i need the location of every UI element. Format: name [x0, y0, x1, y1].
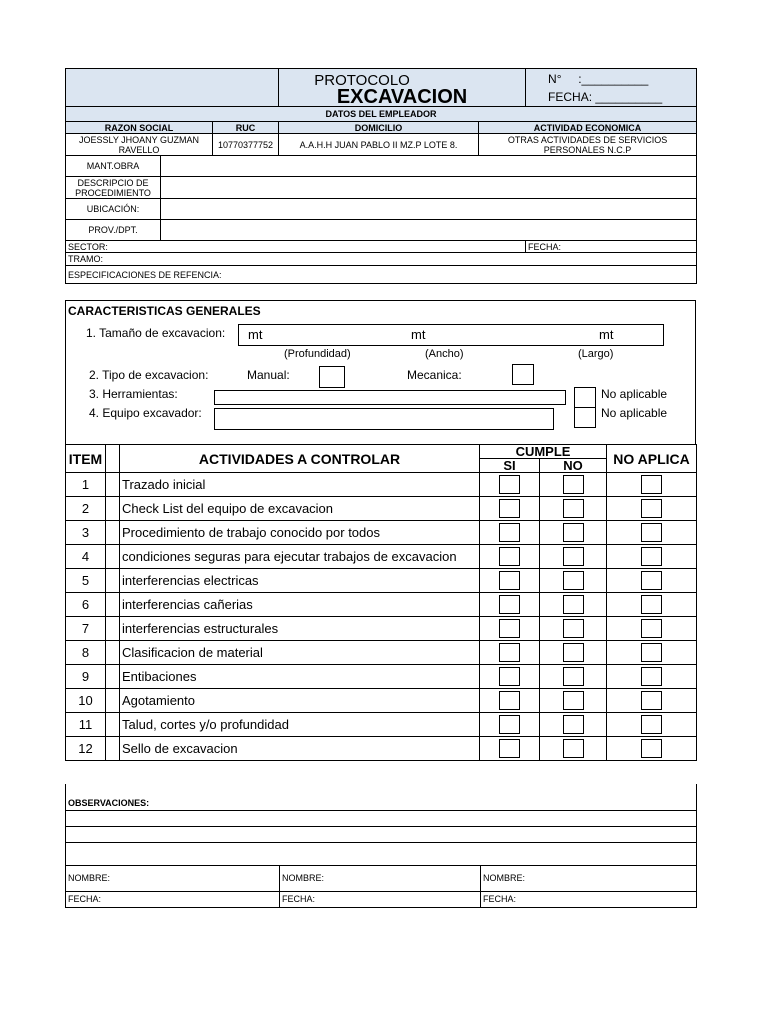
fecha-3[interactable]: FECHA: [481, 891, 697, 907]
activity-row [66, 497, 697, 521]
si-cell [480, 521, 540, 545]
fecha-1[interactable]: FECHA: [66, 891, 280, 907]
activity-number: 2 [66, 497, 106, 521]
col-razon: RAZON SOCIAL [66, 122, 213, 134]
ubicacion-label: UBICACIÓN: [66, 199, 161, 220]
activity-row [66, 689, 697, 713]
q3-label: 3. Herramientas: [89, 387, 178, 401]
activity-text: Talud, cortes y/o profundidad [120, 713, 480, 737]
no-checkbox[interactable] [563, 667, 584, 686]
si-checkbox[interactable] [499, 715, 520, 734]
no-checkbox[interactable] [563, 571, 584, 590]
no-cell [540, 665, 607, 689]
q4-label: 4. Equipo excavador: [89, 406, 202, 420]
activity-row [66, 521, 697, 545]
si-checkbox[interactable] [499, 595, 520, 614]
activity-text: condiciones seguras para ejecutar trabajos de excavacion [120, 545, 480, 569]
si-checkbox[interactable] [499, 643, 520, 662]
no-checkbox[interactable] [563, 619, 584, 638]
col-ruc: RUC [213, 122, 279, 134]
no-checkbox[interactable] [563, 739, 584, 758]
activity-number: 1 [66, 473, 106, 497]
section-datos: DATOS DEL EMPLEADOR [66, 107, 697, 122]
activity-spacer [106, 641, 120, 665]
unit-ancho: mt [411, 327, 426, 342]
activity-text: Sello de excavacion [120, 737, 480, 761]
activity-text: interferencias cañerias [120, 593, 480, 617]
no-checkbox[interactable] [563, 643, 584, 662]
activity-number: 5 [66, 569, 106, 593]
si-cell [480, 473, 540, 497]
header-table [65, 68, 697, 284]
na-cell [607, 497, 697, 521]
activity-row [66, 545, 697, 569]
activity-number: 7 [66, 617, 106, 641]
equipo-input[interactable] [214, 408, 554, 430]
col-si: SI [480, 459, 540, 473]
observaciones-title: OBSERVACIONES: [66, 784, 697, 810]
mecanica-checkbox[interactable] [512, 364, 534, 385]
fecha-2[interactable]: FECHA: [280, 891, 481, 907]
si-cell [480, 713, 540, 737]
no-checkbox[interactable] [563, 595, 584, 614]
activities-table [65, 444, 697, 761]
num-value[interactable]: :__________ [578, 71, 649, 86]
col-domicilio: DOMICILIO [279, 122, 479, 134]
activity-spacer [106, 497, 120, 521]
especificaciones-label[interactable]: ESPECIFICACIONES DE REFENCIA: [66, 266, 697, 284]
unit-largo: mt [599, 327, 614, 342]
herramientas-na-checkbox[interactable] [574, 387, 596, 408]
si-checkbox[interactable] [499, 523, 520, 542]
col-item: ITEM [66, 445, 106, 473]
si-checkbox[interactable] [499, 547, 520, 566]
si-cell [480, 737, 540, 761]
observaciones-line-2[interactable] [66, 826, 697, 842]
na-cell [607, 713, 697, 737]
nombre-1[interactable]: NOMBRE: [66, 865, 280, 891]
nombre-2[interactable]: NOMBRE: [280, 865, 481, 891]
activity-text: Trazado inicial [120, 473, 480, 497]
activity-text: Clasificacion de material [120, 641, 480, 665]
activity-text: interferencias estructurales [120, 617, 480, 641]
activity-spacer [106, 545, 120, 569]
herramientas-na-label: No aplicable [601, 387, 668, 401]
descripcion-label: DESCRIPCIO DE PROCEDIMIENTO [66, 177, 161, 199]
si-checkbox[interactable] [499, 667, 520, 686]
largo-label: (Largo) [578, 348, 614, 360]
domicilio-value: A.A.H.H JUAN PABLO II MZ.P LOTE 8. [279, 134, 479, 156]
no-checkbox[interactable] [563, 475, 584, 494]
caracteristicas-section [65, 300, 696, 444]
no-cell [540, 713, 607, 737]
na-cell [607, 569, 697, 593]
actividad-value: OTRAS ACTIVIDADES DE SERVICIOS PERSONALES N.C.P [479, 134, 697, 156]
na-checkbox[interactable] [641, 547, 662, 566]
sector-label[interactable]: SECTOR: [66, 241, 526, 253]
activity-row [66, 641, 697, 665]
activity-row [66, 473, 697, 497]
si-cell [480, 545, 540, 569]
na-checkbox[interactable] [641, 499, 662, 518]
no-checkbox[interactable] [563, 547, 584, 566]
manual-checkbox[interactable] [319, 366, 345, 388]
profundidad-label: (Profundidad) [284, 348, 351, 360]
nombre-3[interactable]: NOMBRE: [481, 865, 697, 891]
prov-label: PROV./DPT. [66, 220, 161, 241]
no-checkbox[interactable] [563, 691, 584, 710]
na-checkbox[interactable] [641, 691, 662, 710]
col-blank [106, 445, 120, 473]
activity-text: Check List del equipo de excavacion [120, 497, 480, 521]
no-checkbox[interactable] [563, 523, 584, 542]
no-cell [540, 521, 607, 545]
activity-number: 9 [66, 665, 106, 689]
na-cell [607, 665, 697, 689]
activity-spacer [106, 569, 120, 593]
si-checkbox[interactable] [499, 499, 520, 518]
na-cell [607, 473, 697, 497]
activity-number: 8 [66, 641, 106, 665]
ancho-label: (Ancho) [425, 348, 464, 360]
na-cell [607, 689, 697, 713]
si-cell [480, 641, 540, 665]
na-checkbox[interactable] [641, 643, 662, 662]
activity-row [66, 665, 697, 689]
activity-number: 11 [66, 713, 106, 737]
no-cell [540, 689, 607, 713]
ruc-value: 10770377752 [213, 134, 279, 156]
activity-number: 6 [66, 593, 106, 617]
header-num-fecha [526, 69, 697, 107]
activity-text: Procedimiento de trabajo conocido por todos [120, 521, 480, 545]
tramo-label[interactable]: TRAMO: [66, 253, 697, 266]
na-cell [607, 617, 697, 641]
si-cell [480, 665, 540, 689]
na-checkbox[interactable] [641, 475, 662, 494]
no-cell [540, 593, 607, 617]
na-checkbox[interactable] [641, 571, 662, 590]
no-cell [540, 473, 607, 497]
observaciones-line-1[interactable] [66, 810, 697, 826]
unit-profundidad: mt [248, 327, 263, 342]
si-checkbox[interactable] [499, 475, 520, 494]
ubicacion-field[interactable] [161, 199, 697, 220]
activity-row [66, 713, 697, 737]
no-cell [540, 617, 607, 641]
no-checkbox[interactable] [563, 499, 584, 518]
q2-label: 2. Tipo de excavacion: [89, 368, 209, 382]
header-blank [66, 69, 279, 107]
equipo-na-checkbox[interactable] [574, 407, 596, 428]
si-cell [480, 689, 540, 713]
activity-spacer [106, 689, 120, 713]
col-actividad: ACTIVIDAD ECONOMICA [479, 122, 697, 134]
no-cell [540, 545, 607, 569]
activity-number: 12 [66, 737, 106, 761]
observations-table [65, 784, 697, 908]
si-cell [480, 569, 540, 593]
manual-label: Manual: [247, 368, 290, 382]
mant-obra-field[interactable] [161, 156, 697, 177]
na-cell [607, 545, 697, 569]
activity-row [66, 593, 697, 617]
mant-obra-label: MANT.OBRA [66, 156, 161, 177]
activity-row [66, 617, 697, 641]
activity-text: interferencias electricas [120, 569, 480, 593]
title-excavacion: EXCAVACION [336, 85, 468, 107]
activity-text: Agotamiento [120, 689, 480, 713]
q1-label: 1. Tamaño de excavacion: [86, 326, 226, 340]
observaciones-line-3[interactable] [66, 842, 697, 865]
prov-field[interactable] [161, 220, 697, 241]
descripcion-field[interactable] [161, 177, 697, 199]
fecha-label[interactable]: FECHA: __________ [548, 89, 663, 104]
activity-spacer [106, 665, 120, 689]
na-checkbox[interactable] [641, 715, 662, 734]
activity-number: 4 [66, 545, 106, 569]
activity-row [66, 737, 697, 761]
activity-spacer [106, 617, 120, 641]
equipo-na-label: No aplicable [601, 406, 668, 420]
no-cell [540, 497, 607, 521]
col-cumple: CUMPLE [480, 445, 607, 459]
no-cell [540, 737, 607, 761]
fecha2-label[interactable]: FECHA: [526, 241, 697, 253]
col-no-aplica: NO APLICA [607, 445, 697, 473]
na-checkbox[interactable] [641, 523, 662, 542]
header-title [279, 69, 526, 107]
na-checkbox[interactable] [641, 595, 662, 614]
no-checkbox[interactable] [563, 715, 584, 734]
na-cell [607, 593, 697, 617]
caracteristicas-title: CARACTERISTICAS GENERALES [68, 304, 261, 318]
razon-value: JOESSLY JHOANY GUZMAN RAVELLO [66, 134, 213, 156]
na-cell [607, 521, 697, 545]
si-cell [480, 617, 540, 641]
si-checkbox[interactable] [499, 739, 520, 758]
activity-text: Entibaciones [120, 665, 480, 689]
si-checkbox[interactable] [499, 619, 520, 638]
col-actividades: ACTIVIDADES A CONTROLAR [120, 445, 480, 473]
na-checkbox[interactable] [641, 619, 662, 638]
si-cell [480, 593, 540, 617]
mecanica-label: Mecanica: [407, 368, 462, 382]
col-no: NO [540, 459, 607, 473]
activity-spacer [106, 521, 120, 545]
si-cell [480, 497, 540, 521]
na-checkbox[interactable] [641, 739, 662, 758]
activity-number: 3 [66, 521, 106, 545]
na-cell [607, 641, 697, 665]
activity-spacer [106, 737, 120, 761]
activity-spacer [106, 473, 120, 497]
activity-spacer [106, 593, 120, 617]
title-protocolo: PROTOCOLO [314, 71, 410, 89]
num-label: N° [548, 71, 562, 86]
no-cell [540, 569, 607, 593]
na-cell [607, 737, 697, 761]
activity-spacer [106, 713, 120, 737]
herramientas-input[interactable] [214, 390, 566, 405]
si-checkbox[interactable] [499, 691, 520, 710]
no-cell [540, 641, 607, 665]
si-checkbox[interactable] [499, 571, 520, 590]
activity-number: 10 [66, 689, 106, 713]
na-checkbox[interactable] [641, 667, 662, 686]
activity-row [66, 569, 697, 593]
